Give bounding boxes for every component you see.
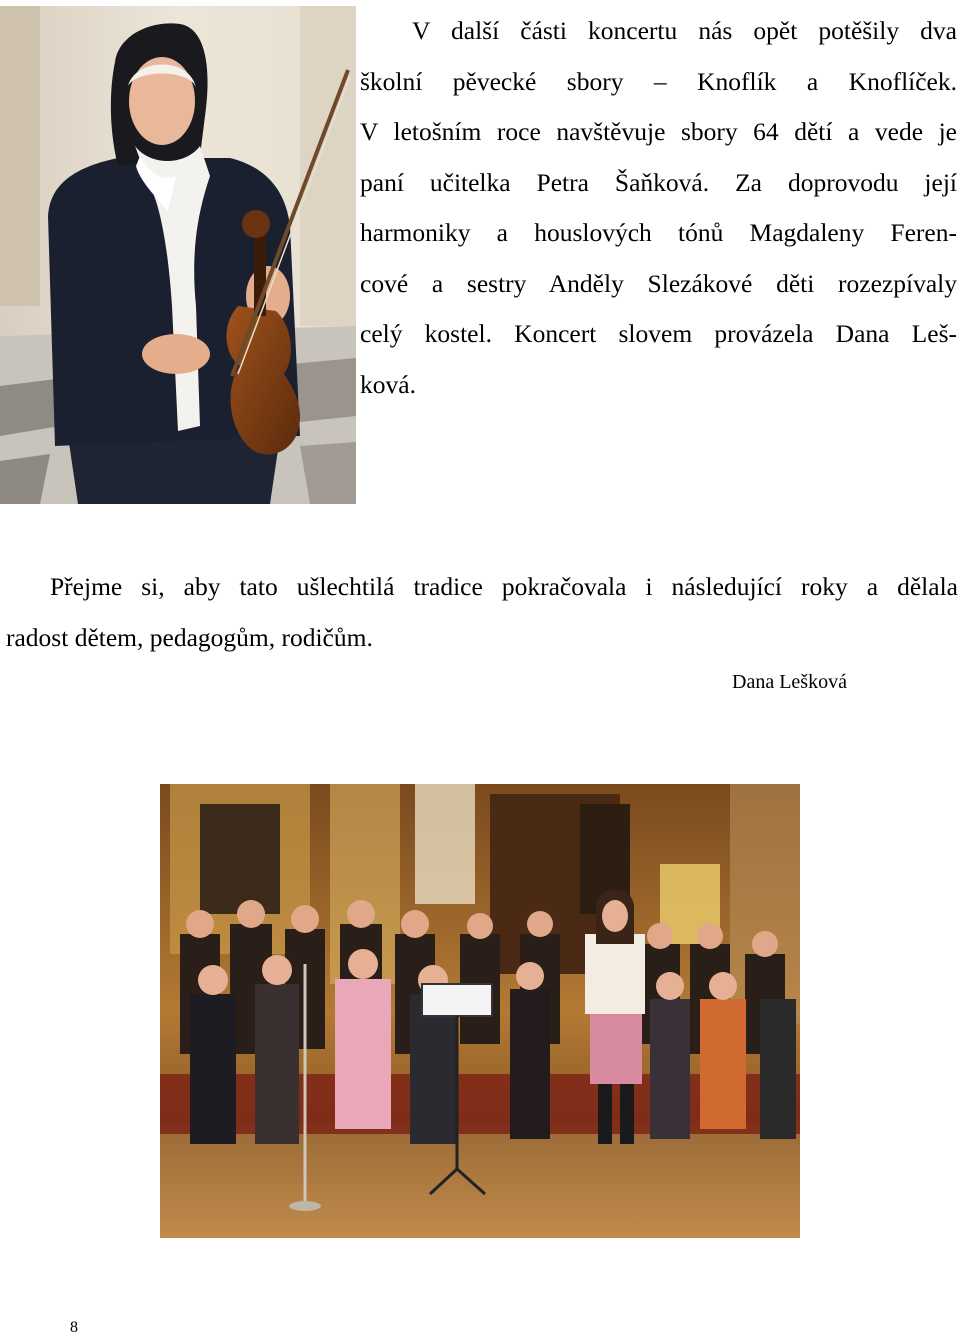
text-line: ková. [360, 369, 416, 399]
text-line: Přejme si, aby tato ušlechtilá tradice pokračovala i následující roky a dělala [50, 572, 958, 601]
article-paragraph-2 [6, 562, 958, 663]
text-line: cové a sestry Anděly Slezákové děti rozezpívaly [360, 268, 957, 298]
violinist-photo [0, 6, 356, 504]
article-paragraph-1 [360, 6, 957, 410]
text-line: paní učitelka Petra Šaňková. Za doprovodu její [360, 167, 957, 197]
text-line: harmoniky a houslových tónů Magdaleny Feren- [360, 218, 957, 247]
author-signature: Dana Lešková [732, 671, 847, 693]
text-line: celý kostel. Koncert slovem provázela Dana Leš- [360, 319, 957, 348]
choir-photo [160, 784, 800, 1238]
text-line: radost dětem, pedagogům, rodičům. [6, 622, 373, 652]
text-line: školní pěvecké sbory – Knoflík a Knoflíček. [360, 66, 957, 96]
page-number: 8 [70, 1319, 78, 1336]
text-line: V další části koncertu nás opět potěšily dva [412, 16, 957, 45]
text-line: V letošním roce navštěvuje sbory 64 dětí a vede je [360, 117, 957, 146]
choir-illustration [160, 784, 800, 1238]
violinist-illustration [0, 6, 356, 504]
